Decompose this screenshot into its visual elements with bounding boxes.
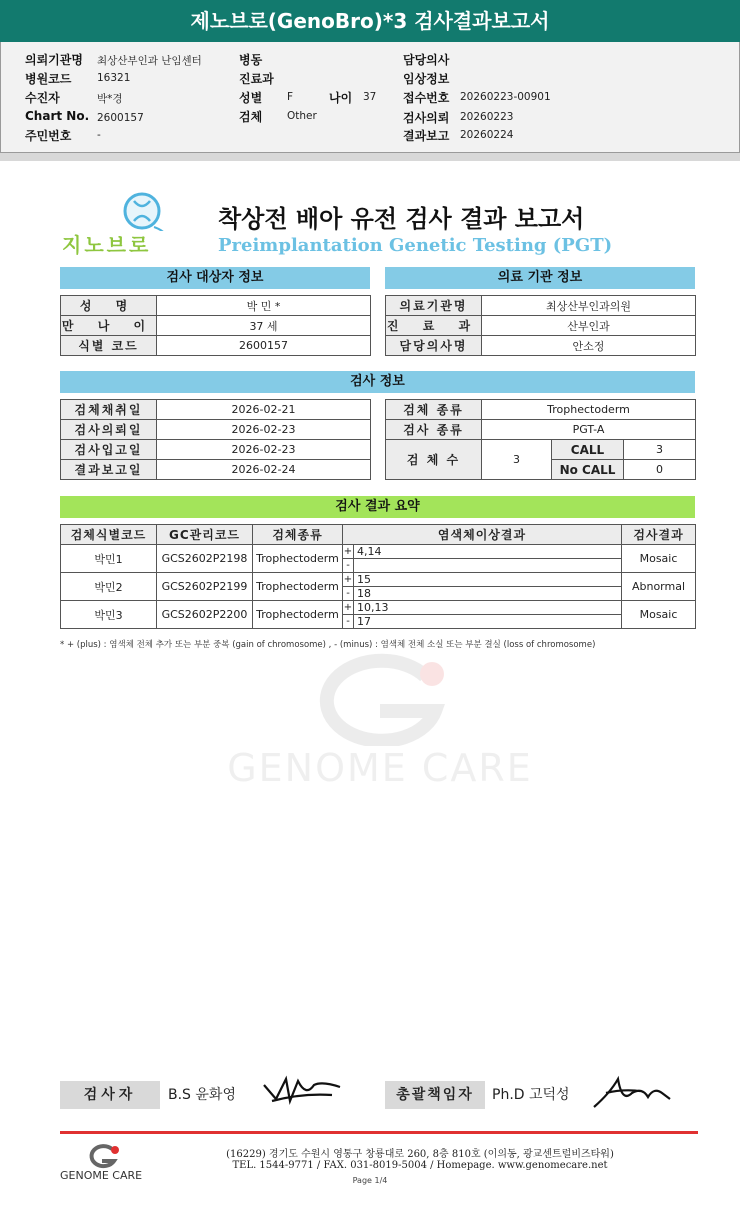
plus-sign: +	[343, 574, 353, 585]
call-label: CALL	[552, 440, 624, 460]
nocall-value: 0	[624, 460, 696, 480]
test-info-header: 검사 정보	[60, 371, 695, 393]
genome-care-logo-icon	[82, 1143, 132, 1169]
info-label-department: 진료과	[239, 72, 274, 86]
result-specimen-type: Trophectoderm	[253, 601, 343, 629]
info-label-resident-no: 주민번호	[25, 129, 72, 143]
institution-name-value: 최상산부인과의원	[482, 296, 696, 316]
footer-divider	[60, 1131, 698, 1134]
table-row	[386, 316, 696, 336]
watermark-text: GENOME CARE	[227, 746, 533, 790]
patient-info-panel	[0, 42, 740, 153]
subject-age-label: 만 나 이	[61, 316, 157, 336]
minus-sign: -	[343, 615, 354, 629]
request-date-label: 검사의뢰일	[61, 420, 157, 440]
info-label-report-date: 결과보고	[403, 129, 450, 143]
receipt-date-label: 검사입고일	[61, 440, 157, 460]
result-specimen-type: Trophectoderm	[253, 545, 343, 573]
result-loss	[354, 559, 622, 573]
receipt-date-value: 2026-02-23	[157, 440, 371, 460]
info-value-request-date: 20260223	[460, 111, 514, 123]
specimen-type-label: 검체 종류	[386, 400, 482, 420]
info-label-specimen: 검체	[239, 110, 263, 124]
report-date-value: 2026-02-24	[157, 460, 371, 480]
info-label-age: 나이	[329, 91, 353, 105]
genome-care-logo-text: GENOME CARE	[60, 1169, 143, 1182]
col-specimen-type: 검체종류	[253, 525, 343, 545]
watermark-logo-icon	[200, 646, 560, 746]
minus-sign: -	[343, 559, 354, 573]
footer-address: (16229) 경기도 수원시 영통구 창룡대로 260, 8층 810호 (이의동, 광교센트럴비즈타워)	[226, 1149, 614, 1160]
call-value: 3	[624, 440, 696, 460]
plus-sign: +	[343, 602, 353, 613]
info-label-clinical-info: 임상정보	[403, 72, 450, 86]
genobro-logo-icon	[62, 191, 182, 231]
info-label-ward: 병동	[239, 53, 263, 67]
table-row	[386, 420, 696, 440]
plus-sign: +	[343, 546, 353, 557]
test-specimen-table	[385, 399, 696, 480]
director-label: 총괄책임자	[385, 1081, 485, 1109]
test-dates-table	[60, 399, 371, 480]
result-gc-code: GCS2602P2200	[157, 601, 253, 629]
examiner-signature	[262, 1071, 342, 1111]
info-value-resident-no: -	[97, 129, 101, 141]
info-value-sex: F	[287, 91, 294, 103]
report-header-title: 제노브로(GenoBro)*3 검사결과보고서	[0, 0, 740, 42]
result-gain: 15	[354, 573, 622, 587]
table-row	[61, 420, 371, 440]
col-specimen-id: 검체식별코드	[61, 525, 157, 545]
report-title-english: Preimplantation Genetic Testing (PGT)	[218, 235, 613, 256]
director-signature	[592, 1073, 672, 1113]
table-row	[61, 336, 371, 356]
request-date-value: 2026-02-23	[157, 420, 371, 440]
minus-sign: -	[343, 587, 354, 601]
info-label-patient: 수진자	[25, 91, 60, 105]
examiner-label: 검사자	[60, 1081, 160, 1109]
results-table	[60, 524, 696, 629]
results-summary-header: 검사 결과 요약	[60, 496, 695, 518]
institution-info-table	[385, 295, 696, 356]
result-loss: 17	[354, 615, 622, 629]
table-row	[61, 316, 371, 336]
result-outcome: Mosaic	[622, 545, 696, 573]
collection-date-value: 2026-02-21	[157, 400, 371, 420]
subject-name-value: 박 민 *	[157, 296, 371, 316]
result-gc-code: GCS2602P2199	[157, 573, 253, 601]
institution-info-header: 의료 기관 정보	[385, 267, 695, 289]
genobro-logo-text: 지노브로	[62, 233, 152, 257]
table-row	[61, 460, 371, 480]
info-label-hospital-code: 병원코드	[25, 72, 72, 86]
table-row	[386, 296, 696, 316]
institution-doctor-value: 안소정	[482, 336, 696, 356]
footer-contact: TEL. 1544-9771 / FAX. 031-8019-5004 / Homepage. www.genomecare.net	[232, 1160, 608, 1171]
director-name: Ph.D 고덕성	[492, 1087, 570, 1103]
genome-care-watermark	[200, 646, 560, 796]
table-row	[61, 400, 371, 420]
table-row	[386, 400, 696, 420]
col-result: 검사결과	[622, 525, 696, 545]
result-specimen-id: 박민2	[61, 573, 157, 601]
genobro-logo	[62, 191, 182, 257]
result-specimen-type: Trophectoderm	[253, 573, 343, 601]
info-value-receipt-no: 20260223-00901	[460, 91, 551, 103]
result-gain: 4,14	[354, 545, 622, 559]
col-abnormality: 염색체이상결과	[343, 525, 622, 545]
specimen-type-value: Trophectoderm	[482, 400, 696, 420]
test-type-label: 검사 종류	[386, 420, 482, 440]
examiner-name: B.S 윤화영	[168, 1087, 236, 1103]
subject-id-value: 2600157	[157, 336, 371, 356]
info-value-chart-no: 2600157	[97, 112, 144, 124]
result-outcome: Abnormal	[622, 573, 696, 601]
table-row	[386, 336, 696, 356]
info-label-receipt-no: 접수번호	[403, 91, 450, 105]
table-row	[61, 573, 696, 587]
genome-care-logo	[60, 1143, 160, 1187]
info-value-patient: 박*경	[97, 93, 123, 105]
result-gain: 10,13	[354, 601, 622, 615]
page-number: Page 1/4	[352, 1176, 388, 1185]
report-page	[0, 161, 740, 1208]
info-label-chart-no: Chart No.	[25, 109, 90, 123]
table-row	[61, 545, 696, 559]
specimen-count-value: 3	[482, 440, 552, 480]
info-label-doctor: 담당의사	[403, 53, 450, 67]
table-row	[61, 296, 371, 316]
col-gc-code: GC관리코드	[157, 525, 253, 545]
info-label-request-date: 검사의뢰	[403, 111, 450, 125]
page-separator	[0, 153, 740, 161]
subject-name-label: 성 명	[61, 296, 157, 316]
table-row	[61, 601, 696, 615]
subject-info-header: 검사 대상자 정보	[60, 267, 370, 289]
collection-date-label: 검체채취일	[61, 400, 157, 420]
institution-name-label: 의료기관명	[386, 296, 482, 316]
info-label-institution: 의뢰기관명	[25, 53, 83, 67]
info-value-report-date: 20260224	[460, 129, 514, 141]
result-loss: 18	[354, 587, 622, 601]
info-value-specimen: Other	[287, 110, 317, 122]
institution-doctor-label: 담당의사명	[386, 336, 482, 356]
results-footnote: * + (plus) : 염색체 전체 추가 또는 부분 중복 (gain of chromosome) , - (minus) : 염색체 전체 소실 또는 부분 결실 (loss of chromosome)	[60, 640, 596, 650]
report-date-label: 결과보고일	[61, 460, 157, 480]
result-gc-code: GCS2602P2198	[157, 545, 253, 573]
info-label-sex: 성별	[239, 91, 263, 105]
test-type-value: PGT-A	[482, 420, 696, 440]
result-specimen-id: 박민3	[61, 601, 157, 629]
table-row	[386, 440, 696, 460]
subject-info-table	[60, 295, 371, 356]
subject-id-label: 식별 코드	[61, 336, 157, 356]
info-value-institution: 최상산부인과 난임센터	[97, 55, 202, 67]
subject-age-value: 37 세	[157, 316, 371, 336]
result-outcome: Mosaic	[622, 601, 696, 629]
specimen-count-label: 검 체 수	[386, 440, 482, 480]
report-title-korean: 착상전 배아 유전 검사 결과 보고서	[218, 205, 585, 233]
result-specimen-id: 박민1	[61, 545, 157, 573]
info-value-age: 37	[363, 91, 377, 103]
results-header-row	[61, 525, 696, 545]
nocall-label: No CALL	[552, 460, 624, 480]
institution-dept-label: 진 료 과	[386, 316, 482, 336]
info-value-hospital-code: 16321	[97, 72, 131, 84]
institution-dept-value: 산부인과	[482, 316, 696, 336]
table-row	[61, 440, 371, 460]
